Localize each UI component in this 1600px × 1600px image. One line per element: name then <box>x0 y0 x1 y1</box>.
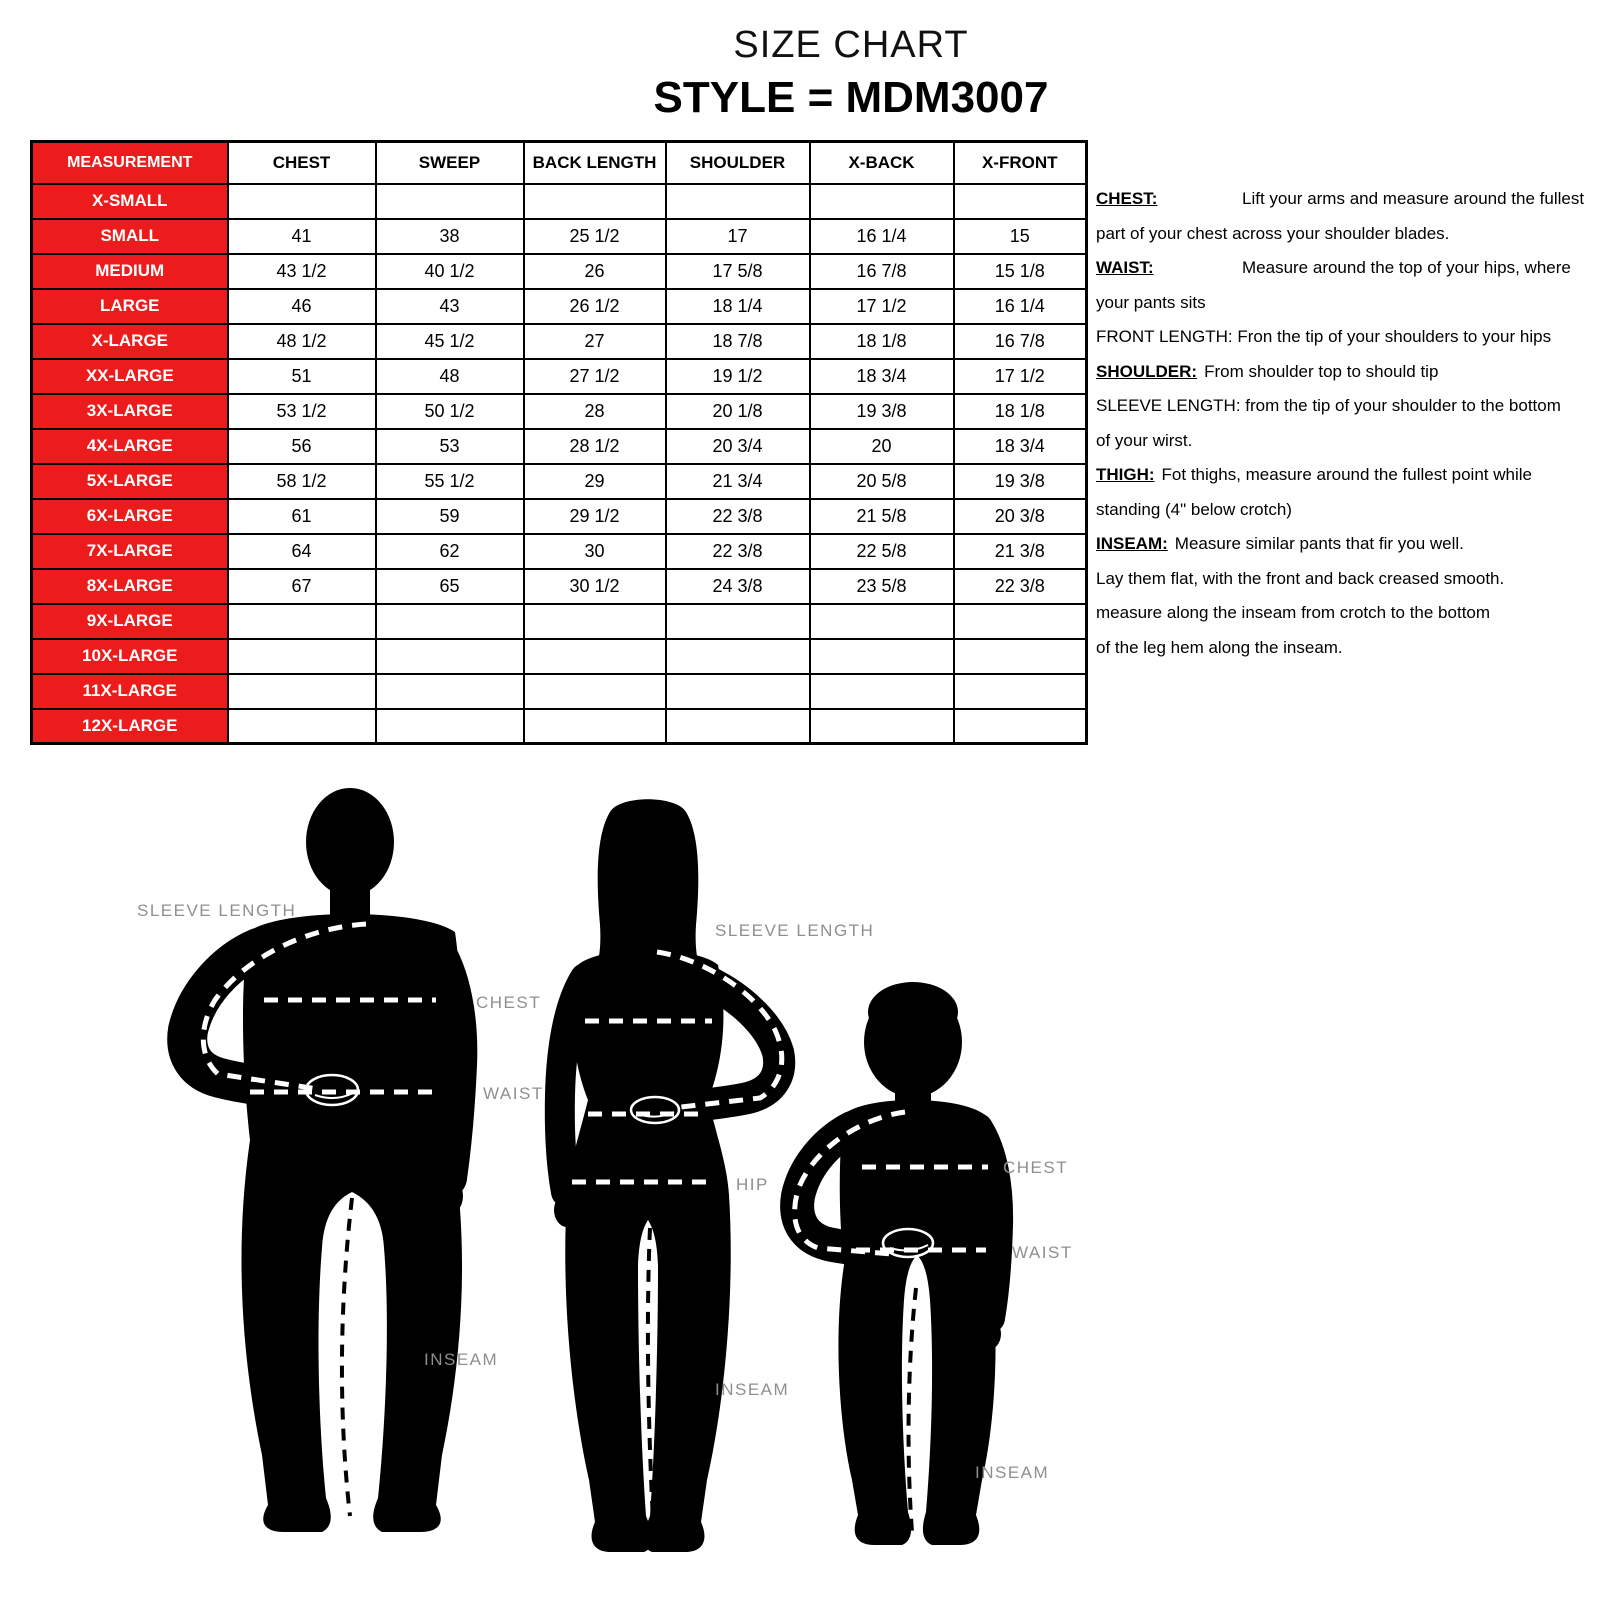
value-cell: 51 <box>228 359 376 394</box>
note-line <box>1096 458 1596 493</box>
note-text: of your wirst. <box>1096 430 1193 450</box>
value-cell: 17 1/2 <box>954 359 1087 394</box>
woman-hand <box>631 1097 679 1123</box>
value-cell <box>666 709 810 744</box>
size-label-cell: 8X-LARGE <box>32 569 228 604</box>
value-cell: 29 <box>524 464 666 499</box>
value-cell: 20 1/8 <box>666 394 810 429</box>
note-line <box>1096 286 1596 321</box>
value-cell <box>376 184 524 219</box>
table-row <box>32 534 1087 569</box>
column-header-back-length: BACK LENGTH <box>524 142 666 184</box>
value-cell: 17 <box>666 219 810 254</box>
value-cell: 18 1/8 <box>810 324 954 359</box>
size-label-cell: MEDIUM <box>32 254 228 289</box>
value-cell <box>954 709 1087 744</box>
value-cell: 59 <box>376 499 524 534</box>
value-cell <box>376 639 524 674</box>
value-cell <box>810 604 954 639</box>
value-cell <box>524 184 666 219</box>
woman-inseam-label: INSEAM <box>715 1380 790 1399</box>
note-text: your pants sits <box>1096 292 1206 312</box>
note-text: From shoulder top to should tip <box>1204 361 1439 381</box>
size-label-cell: 11X-LARGE <box>32 674 228 709</box>
value-cell <box>666 184 810 219</box>
note-text: part of your chest across your shoulder blades. <box>1096 223 1450 243</box>
value-cell: 38 <box>376 219 524 254</box>
value-cell: 20 5/8 <box>810 464 954 499</box>
body-measurement-diagram <box>0 760 1600 1600</box>
value-cell: 19 3/8 <box>954 464 1087 499</box>
man-inseam-line <box>342 1198 352 1516</box>
note-line <box>1096 493 1596 528</box>
size-label-cell: 4X-LARGE <box>32 429 228 464</box>
value-cell <box>666 604 810 639</box>
value-cell: 26 1/2 <box>524 289 666 324</box>
value-cell: 16 1/4 <box>954 289 1087 324</box>
value-cell: 18 1/8 <box>954 394 1087 429</box>
value-cell: 30 <box>524 534 666 569</box>
column-header-x-back: X-BACK <box>810 142 954 184</box>
table-row <box>32 429 1087 464</box>
value-cell: 21 3/8 <box>954 534 1087 569</box>
value-cell: 58 1/2 <box>228 464 376 499</box>
value-cell <box>810 639 954 674</box>
table-header-row <box>32 142 1087 184</box>
value-cell <box>228 674 376 709</box>
woman-sleeve-length-label: SLEEVE LENGTH <box>715 921 875 940</box>
value-cell <box>524 639 666 674</box>
table-row <box>32 289 1087 324</box>
value-cell <box>810 184 954 219</box>
child-inseam-label: INSEAM <box>975 1463 1050 1482</box>
value-cell <box>228 604 376 639</box>
value-cell: 28 1/2 <box>524 429 666 464</box>
value-cell: 16 7/8 <box>810 254 954 289</box>
note-text: measure along the inseam from crotch to the bottom <box>1096 603 1491 622</box>
value-cell <box>524 604 666 639</box>
value-cell: 25 1/2 <box>524 219 666 254</box>
child-chest-label: CHEST <box>1003 1158 1069 1177</box>
column-header-shoulder: SHOULDER <box>666 142 810 184</box>
value-cell: 41 <box>228 219 376 254</box>
value-cell: 64 <box>228 534 376 569</box>
value-cell <box>524 674 666 709</box>
size-label-cell: 9X-LARGE <box>32 604 228 639</box>
value-cell: 15 <box>954 219 1087 254</box>
note-line <box>1096 527 1596 562</box>
table-row <box>32 604 1087 639</box>
value-cell: 18 3/4 <box>810 359 954 394</box>
value-cell: 16 7/8 <box>954 324 1087 359</box>
value-cell: 21 5/8 <box>810 499 954 534</box>
value-cell: 19 3/8 <box>810 394 954 429</box>
note-line <box>1096 424 1596 459</box>
table-row <box>32 324 1087 359</box>
value-cell: 17 5/8 <box>666 254 810 289</box>
note-text: Lift your arms and measure around the fullest <box>1242 189 1585 208</box>
value-cell <box>666 639 810 674</box>
value-cell <box>954 674 1087 709</box>
value-cell: 65 <box>376 569 524 604</box>
note-line <box>1096 596 1596 631</box>
value-cell: 40 1/2 <box>376 254 524 289</box>
value-cell: 67 <box>228 569 376 604</box>
size-label-cell: 5X-LARGE <box>32 464 228 499</box>
value-cell <box>376 604 524 639</box>
note-term: SHOULDER: <box>1096 361 1198 381</box>
table-row <box>32 219 1087 254</box>
size-table <box>30 140 1088 745</box>
child-waist-label: WAIST <box>1012 1243 1073 1262</box>
size-label-cell: LARGE <box>32 289 228 324</box>
value-cell: 26 <box>524 254 666 289</box>
value-cell <box>376 674 524 709</box>
table-row <box>32 464 1087 499</box>
value-cell <box>524 709 666 744</box>
value-cell: 55 1/2 <box>376 464 524 499</box>
man-waist-label: WAIST <box>483 1084 544 1103</box>
table-row <box>32 569 1087 604</box>
value-cell: 17 1/2 <box>810 289 954 324</box>
note-line <box>1096 389 1596 424</box>
value-cell: 53 <box>376 429 524 464</box>
size-label-cell: X-LARGE <box>32 324 228 359</box>
value-cell: 19 1/2 <box>666 359 810 394</box>
value-cell <box>376 709 524 744</box>
size-label-cell: XX-LARGE <box>32 359 228 394</box>
note-line <box>1096 562 1596 597</box>
value-cell <box>954 184 1087 219</box>
table-row <box>32 359 1087 394</box>
table-row <box>32 639 1087 674</box>
value-cell: 22 5/8 <box>810 534 954 569</box>
value-cell: 27 <box>524 324 666 359</box>
note-text: Fot thighs, measure around the fullest point while <box>1161 465 1532 484</box>
column-header-x-front: X-FRONT <box>954 142 1087 184</box>
size-label-cell: 6X-LARGE <box>32 499 228 534</box>
value-cell: 20 3/8 <box>954 499 1087 534</box>
table-row <box>32 709 1087 744</box>
value-cell: 43 1/2 <box>228 254 376 289</box>
value-cell: 48 <box>376 359 524 394</box>
value-cell: 56 <box>228 429 376 464</box>
size-table-body <box>32 184 1087 744</box>
measurement-header-cell: MEASUREMENT <box>32 142 228 184</box>
value-cell: 18 1/4 <box>666 289 810 324</box>
value-cell: 48 1/2 <box>228 324 376 359</box>
value-cell: 22 3/8 <box>666 534 810 569</box>
measurement-notes <box>1096 182 1596 665</box>
note-line <box>1096 182 1596 217</box>
value-cell: 18 7/8 <box>666 324 810 359</box>
value-cell: 22 3/8 <box>666 499 810 534</box>
note-text: Measure around the top of your hips, where <box>1242 258 1571 277</box>
value-cell: 62 <box>376 534 524 569</box>
note-text: standing (4" below crotch) <box>1096 499 1292 519</box>
value-cell: 20 <box>810 429 954 464</box>
value-cell: 50 1/2 <box>376 394 524 429</box>
value-cell: 43 <box>376 289 524 324</box>
value-cell: 23 5/8 <box>810 569 954 604</box>
note-line <box>1096 631 1596 666</box>
value-cell: 27 1/2 <box>524 359 666 394</box>
table-row <box>32 184 1087 219</box>
value-cell: 30 1/2 <box>524 569 666 604</box>
child-inseam-line <box>909 1288 916 1532</box>
note-line <box>1096 320 1596 355</box>
value-cell: 61 <box>228 499 376 534</box>
style-subtitle: STYLE = MDM3007 <box>653 73 1049 122</box>
size-label-cell: 7X-LARGE <box>32 534 228 569</box>
note-text: of the leg hem along the inseam. <box>1096 637 1343 657</box>
note-line <box>1096 251 1596 286</box>
value-cell <box>228 639 376 674</box>
value-cell <box>810 674 954 709</box>
size-label-cell: 3X-LARGE <box>32 394 228 429</box>
value-cell: 24 3/8 <box>666 569 810 604</box>
note-term: CHEST: <box>1096 189 1158 208</box>
note-text: Lay them flat, with the front and back creased smooth. <box>1096 568 1505 588</box>
man-sleeve-length-label: SLEEVE LENGTH <box>137 901 297 920</box>
note-term: THIGH: <box>1096 465 1155 484</box>
size-label-cell: SMALL <box>32 219 228 254</box>
note-text: Measure similar pants that fir you well. <box>1174 534 1464 553</box>
note-text: SLEEVE LENGTH: from the tip of your shoulder to the bottom <box>1096 396 1561 415</box>
note-text: FRONT LENGTH: Fron the tip of your shoulders to your hips <box>1096 327 1552 346</box>
man-inseam-label: INSEAM <box>424 1350 499 1369</box>
size-label-cell: 10X-LARGE <box>32 639 228 674</box>
table-row <box>32 499 1087 534</box>
value-cell <box>954 639 1087 674</box>
value-cell: 29 1/2 <box>524 499 666 534</box>
value-cell: 18 3/4 <box>954 429 1087 464</box>
table-row <box>32 674 1087 709</box>
size-label-cell: 12X-LARGE <box>32 709 228 744</box>
man-chest-label: CHEST <box>476 993 542 1012</box>
value-cell: 21 3/4 <box>666 464 810 499</box>
note-term: INSEAM: <box>1096 534 1168 553</box>
page-title: SIZE CHART <box>733 24 969 66</box>
table-row <box>32 394 1087 429</box>
woman-hip-label: HIP <box>736 1175 769 1194</box>
note-line <box>1096 217 1596 252</box>
note-term: WAIST: <box>1096 258 1154 277</box>
note-line <box>1096 355 1596 390</box>
title-block <box>0 24 1600 123</box>
value-cell: 28 <box>524 394 666 429</box>
value-cell <box>810 709 954 744</box>
column-header-chest: CHEST <box>228 142 376 184</box>
value-cell <box>954 604 1087 639</box>
child-silhouette <box>795 982 1001 1545</box>
size-label-cell: X-SMALL <box>32 184 228 219</box>
value-cell <box>228 709 376 744</box>
value-cell: 53 1/2 <box>228 394 376 429</box>
column-header-sweep: SWEEP <box>376 142 524 184</box>
table-row <box>32 254 1087 289</box>
value-cell <box>666 674 810 709</box>
value-cell: 15 1/8 <box>954 254 1087 289</box>
value-cell: 20 3/4 <box>666 429 810 464</box>
value-cell <box>228 184 376 219</box>
value-cell: 45 1/2 <box>376 324 524 359</box>
man-silhouette <box>187 788 463 1532</box>
value-cell: 16 1/4 <box>810 219 954 254</box>
value-cell: 46 <box>228 289 376 324</box>
value-cell: 22 3/8 <box>954 569 1087 604</box>
child-hand <box>883 1229 933 1257</box>
